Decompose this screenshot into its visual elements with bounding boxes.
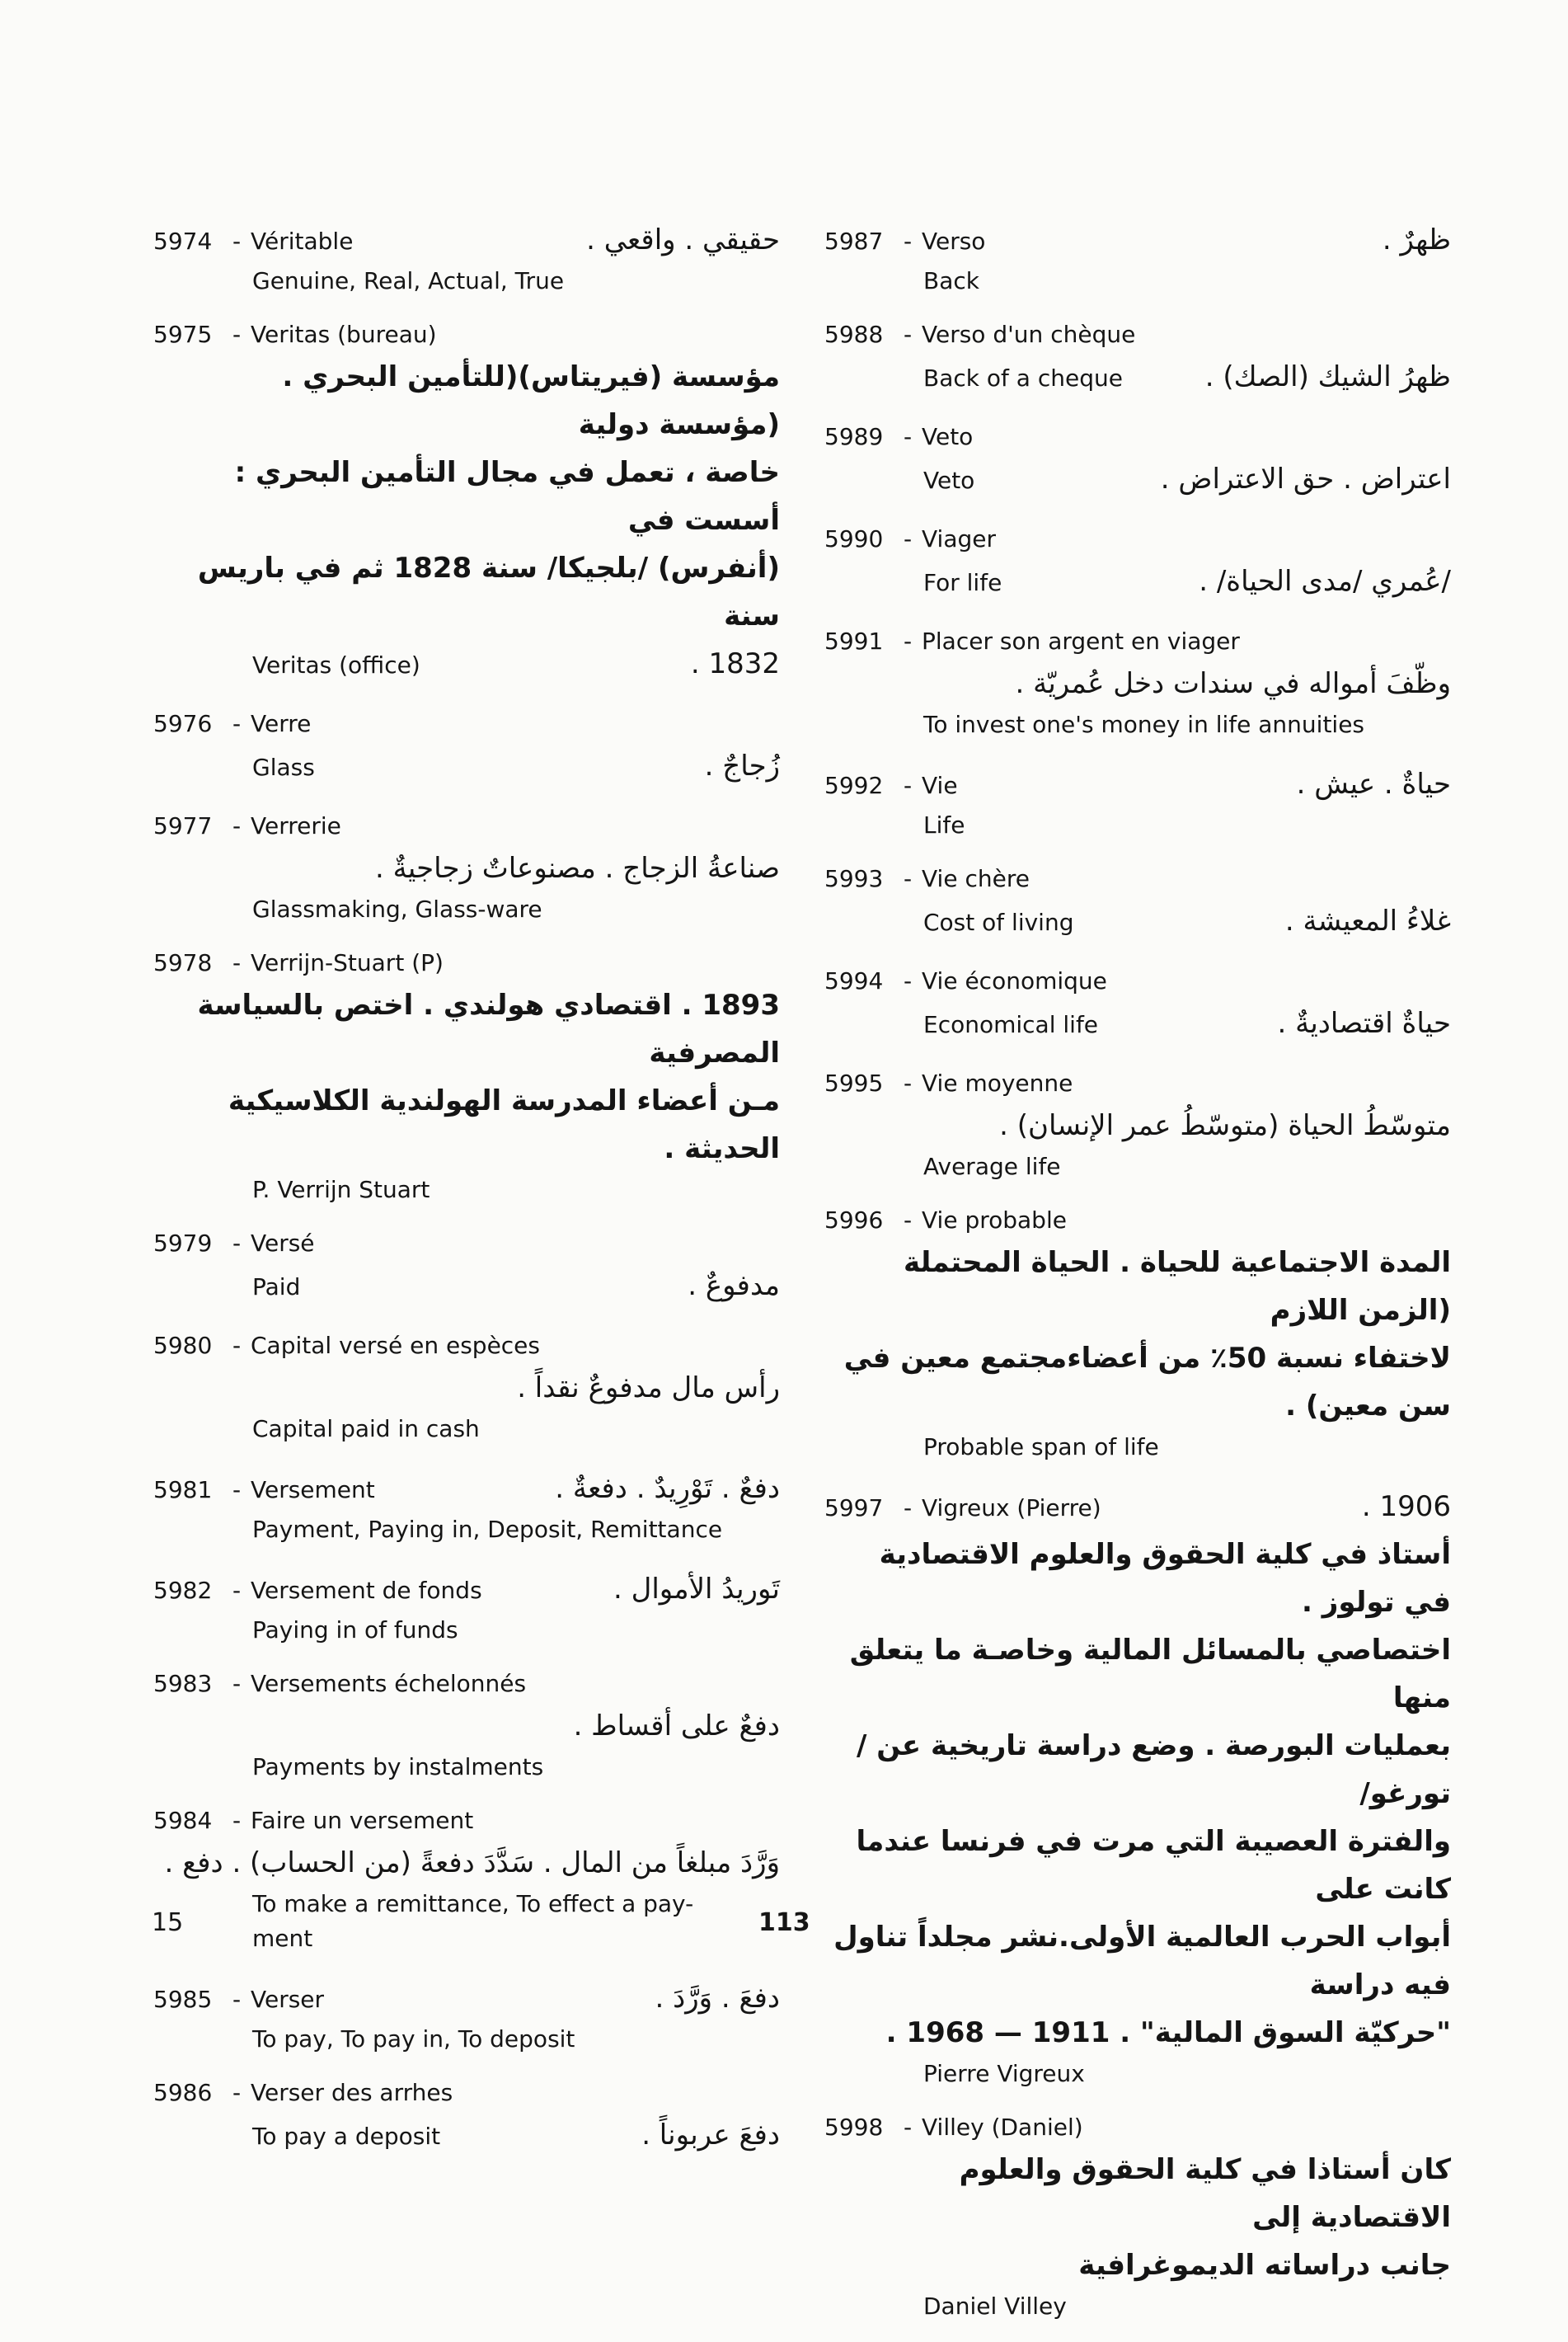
arabic-translation: اعتراض . حق الاعتراض .: [1160, 463, 1451, 496]
entry-term: Versement: [251, 1476, 375, 1503]
arabic-line: وَرَّدَ مبلغاً من المال . سَدَّدَ دفعةً (من الحساب) . دفع .: [164, 1846, 780, 1879]
entry-term: Vie probable: [922, 1206, 1067, 1234]
entry-term: Viager: [922, 525, 996, 553]
entry-number: 5990: [824, 525, 884, 553]
entry-5987: 5987 - Verso ظهرٌ . Back: [824, 216, 1451, 299]
entry-term: Verso: [922, 228, 986, 255]
entry-5974: 5974 - Véritable حقيقي . واقعي . Genuine, Real, Actual, True: [153, 216, 780, 299]
entry-number: 5977: [153, 812, 213, 839]
english-translation: Pierre Vigreux: [923, 2060, 1085, 2087]
entry-5989: 5989 - Veto Veto اعتراض . حق الاعتراض .: [824, 419, 1451, 503]
entry-5998: 5998 - Villey (Daniel) كان أستاذا في كلية الحقوق والعلوم الاقتصادية إلى جانب دراساته الديموغرافية Daniel Villey: [824, 2109, 1451, 2324]
arabic-translation: حقيقي . واقعي .: [586, 223, 780, 256]
arabic-line: أستاذ في كلية الحقوق والعلوم الاقتصادية في تولوز .: [879, 1538, 1451, 1619]
arabic-translation: /عُمري /مدى الحياة/ .: [1199, 565, 1451, 598]
english-translation: Back: [923, 267, 979, 294]
english-translation: Glass: [252, 754, 315, 781]
entry-term: Villey (Daniel): [922, 2114, 1083, 2141]
arabic-line: وظّفَ أمواله في سندات دخل عُمريّة .: [1015, 667, 1451, 700]
entry-number: 5997: [824, 1494, 884, 1521]
arabic-line: أبواب الحرب العالمية الأولى.نشر مجلداً تناول فيه دراسة: [833, 1921, 1451, 2001]
entry-5985: 5985 - Verser دفعَ . وَرَّدَ . To pay, To pay in, To deposit: [153, 1974, 780, 2057]
entry-number: 5994: [824, 967, 884, 995]
entry-term: Verser: [251, 1986, 325, 2013]
arabic-line: "حركيّة السوق المالية" . 1911 — 1968 .: [885, 2016, 1451, 2049]
entry-term: Vigreux (Pierre): [922, 1494, 1101, 1521]
english-translation: Glassmaking, Glass-ware: [252, 896, 542, 923]
entry-term: Versement de fonds: [251, 1577, 482, 1604]
english-translation: Economical life: [923, 1011, 1099, 1038]
entry-term: Verre: [251, 710, 312, 737]
arabic-translation: 1906 .: [1361, 1490, 1451, 1523]
entry-5995: 5995 - Vie moyenne متوسّطُ الحياة (متوسّطُ عمر الإنسان) . Average life: [824, 1065, 1451, 1184]
english-translation: Paying in of funds: [252, 1616, 458, 1644]
arabic-translation: حياةٌ اقتصاديةٌ .: [1277, 1007, 1451, 1040]
entry-number: 5983: [153, 1670, 213, 1697]
entry-5991: 5991 - Placer son argent en viager وظّفَ أمواله في سندات دخل عُمريّة . To invest one's money in life annuities: [824, 623, 1451, 742]
english-translation: Capital paid in cash: [252, 1415, 480, 1442]
entry-number: 5989: [824, 423, 884, 450]
entry-5997: 5997 - Vigreux (Pierre) 1906 . أستاذ في كلية الحقوق والعلوم الاقتصادية في تولوز . اختصاصي بالمسائل المالية وخاصـة ما يتعلق منها بعمليات البورصة . وضع دراسة تاريخية عن / تورغو/ والفترة العصيبة التي مرت في فرنسا عندما كانت على أبواب الحرب العالمية الأولى.نشر مجلداً تناول فيه دراسة "حركيّة السوق المالية" . 1911 — 1968 . Pierre Vigreux: [824, 1483, 1451, 2091]
corner-number: 15: [152, 1908, 184, 1937]
english-translation: ment: [252, 1925, 313, 1952]
entry-term: Veritas (bureau): [251, 321, 437, 348]
entry-number: 5993: [824, 865, 884, 892]
entry-number: 5982: [153, 1577, 213, 1604]
english-translation: Life: [923, 811, 965, 839]
entry-5996: 5996 - Vie probable المدة الاجتماعية للحياة . الحياة المحتملة (الزمن اللازم لاختفاء نسبة 50٪ من أعضاءمجتمع معين في سن معين) . Probable span of life: [824, 1202, 1451, 1465]
entry-5988: 5988 - Verso d'un chèque Back of a cheque ظهرُ الشيك (الصك) .: [824, 317, 1451, 401]
entry-5980: 5980 - Capital versé en espèces رأس مال مدفوعٌ نقداً . Capital paid in cash: [153, 1328, 780, 1446]
arabic-line: المدة الاجتماعية للحياة . الحياة المحتملة (الزمن اللازم: [903, 1246, 1451, 1327]
arabic-line: والفترة العصيبة التي مرت في فرنسا عندما كانت على: [856, 1825, 1451, 1906]
right-column: [824, 216, 1451, 2342]
entry-number: 5995: [824, 1070, 884, 1097]
entry-number: 5981: [153, 1476, 213, 1503]
arabic-line: صناعةُ الزجاج . مصنوعاتٌ زجاجيةٌ .: [374, 852, 780, 885]
arabic-line: (أنفرس) /بلجيكا/ سنة 1828 ثم في باريس سنة: [197, 552, 780, 633]
entry-5994: 5994 - Vie économique Economical life حياةٌ اقتصاديةٌ .: [824, 963, 1451, 1047]
entry-number: 5980: [153, 1332, 213, 1359]
entry-term: Verser des arrhes: [251, 2079, 453, 2106]
entry-number: 5987: [824, 228, 884, 255]
arabic-translation: دفعَ . وَرَّدَ .: [655, 1982, 780, 2015]
english-translation: Veritas (office): [252, 651, 420, 679]
english-translation: Paid: [252, 1273, 301, 1300]
entry-5978: 5978 - Verrijn-Stuart (P) 1893 . اقتصادي هولندي . اختص بالسياسة المصرفية مـن أعضاء المدرسة الهولندية الكلاسيكية الحديثة . P. Verrijn Stuart: [153, 945, 780, 1207]
english-translation: Veto: [923, 467, 975, 494]
entry-term: Versements échelonnés: [251, 1670, 527, 1697]
entry-5992: 5992 - Vie حياةٌ . عيش . Life: [824, 760, 1451, 843]
english-translation: Probable span of life: [923, 1433, 1159, 1460]
entry-5983: 5983 - Versements échelonnés دفعٌ على أقساط . Payments by instalments: [153, 1666, 780, 1785]
entry-number: 5998: [824, 2114, 884, 2141]
arabic-line: لاختفاء نسبة 50٪ من أعضاءمجتمع معين في سن معين) .: [843, 1342, 1451, 1423]
entry-number: 5986: [153, 2079, 213, 2106]
entry-term: Verso d'un chèque: [922, 321, 1136, 348]
entry-term: Véritable: [251, 228, 354, 255]
entry-5984: 5984 - Faire un versement وَرَّدَ مبلغاً من المال . سَدَّدَ دفعةً (من الحساب) . دفع . To make a remittance, To effect a pay- ment: [153, 1803, 780, 1956]
english-translation: Payment, Paying in, Deposit, Remittance: [252, 1516, 723, 1543]
entry-5993: 5993 - Vie chère Cost of living غلاءُ المعيشة .: [824, 861, 1451, 945]
english-translation: Average life: [923, 1153, 1061, 1180]
arabic-translation: زُجاجٌ .: [704, 750, 780, 783]
english-translation: Daniel Villey: [923, 2293, 1067, 2320]
entry-term: Versé: [251, 1230, 315, 1257]
entry-5979: 5979 - Versé Paid مدفوعٌ .: [153, 1225, 780, 1310]
arabic-line: مؤسسة (فيريتاس)(للتأمين البحري . (مؤسسة دولية: [282, 360, 780, 441]
page-number: 113: [758, 1908, 810, 1937]
entry-number: 5991: [824, 628, 884, 655]
arabic-line: 1893 . اقتصادي هولندي . اختص بالسياسة المصرفية: [197, 989, 780, 1070]
entry-5982: 5982 - Versement de fonds تَوريدُ الأموال . Paying in of funds: [153, 1565, 780, 1648]
left-column: [153, 216, 780, 2177]
entry-number: 5996: [824, 1206, 884, 1234]
entry-5977: 5977 - Verrerie صناعةُ الزجاج . مصنوعاتٌ زجاجيةٌ . Glassmaking, Glass-ware: [153, 808, 780, 927]
arabic-line: كان أستاذا في كلية الحقوق والعلوم الاقتصادية إلى: [959, 2153, 1451, 2234]
entry-number: 5988: [824, 321, 884, 348]
arabic-line: بعمليات البورصة . وضع دراسة تاريخية عن / تورغو/: [857, 1729, 1451, 1810]
arabic-translation: ظهرُ الشيك (الصك) .: [1204, 360, 1451, 393]
english-translation: To pay a deposit: [252, 2123, 441, 2150]
english-translation: P. Verrijn Stuart: [252, 1176, 430, 1203]
english-translation: Back of a cheque: [923, 364, 1123, 392]
entry-term: Vie moyenne: [922, 1070, 1073, 1097]
arabic-line: رأس مال مدفوعٌ نقداً .: [517, 1371, 780, 1404]
entry-number: 5978: [153, 949, 213, 976]
arabic-line: خاصة ، تعمل في مجال التأمين البحري : أسست في: [234, 456, 780, 537]
english-translation: Genuine, Real, Actual, True: [252, 267, 565, 294]
arabic-line: 1832 .: [690, 647, 780, 680]
entry-number: 5975: [153, 321, 213, 348]
entry-number: 5974: [153, 228, 213, 255]
entry-number: 5984: [153, 1807, 213, 1834]
arabic-line: دفعٌ على أقساط .: [573, 1709, 780, 1742]
arabic-line: متوسّطُ الحياة (متوسّطُ عمر الإنسان) .: [999, 1109, 1451, 1142]
entry-number: 5976: [153, 710, 213, 737]
entry-term: Vie chère: [922, 865, 1030, 892]
entry-number: 5992: [824, 772, 884, 799]
entry-5981: 5981 - Versement دفعٌ . تَوْرِيدٌ . دفعةٌ . Payment, Paying in, Deposit, Remittance: [153, 1465, 780, 1547]
arabic-translation: حياةٌ . عيش .: [1296, 768, 1451, 801]
entry-number: 5985: [153, 1986, 213, 2013]
entry-term: Verrijn-Stuart (P): [251, 949, 444, 976]
arabic-translation: دفعٌ . تَوْرِيدٌ . دفعةٌ .: [555, 1472, 780, 1505]
english-translation: Payments by instalments: [252, 1753, 544, 1780]
english-translation: For life: [923, 569, 1002, 596]
arabic-translation: دفعَ عربوناً .: [641, 2119, 780, 2152]
entry-5976: 5976 - Verre Glass زُجاجٌ .: [153, 706, 780, 790]
english-translation: Cost of living: [923, 909, 1074, 936]
entry-number: 5979: [153, 1230, 213, 1257]
entry-5990: 5990 - Viager For life /عُمري /مدى الحياة/ .: [824, 521, 1451, 605]
entry-term: Veto: [922, 423, 974, 450]
english-translation: To make a remittance, To effect a pay-: [252, 1890, 694, 1917]
arabic-line: مـن أعضاء المدرسة الهولندية الكلاسيكية الحديثة .: [228, 1084, 780, 1165]
entry-term: Placer son argent en viager: [922, 628, 1240, 655]
arabic-translation: ظهرٌ .: [1382, 223, 1451, 256]
entry-term: Verrerie: [251, 812, 341, 839]
arabic-translation: غلاءُ المعيشة .: [1284, 905, 1451, 938]
arabic-translation: تَوريدُ الأموال .: [613, 1573, 780, 1606]
entry-term: Faire un versement: [251, 1807, 474, 1834]
entry-5986: 5986 - Verser des arrhes To pay a deposit دفعَ عربوناً .: [153, 2075, 780, 2159]
entry-term: Vie: [922, 772, 958, 799]
english-translation: To pay, To pay in, To deposit: [252, 2025, 575, 2053]
arabic-line: اختصاصي بالمسائل المالية وخاصـة ما يتعلق منها: [849, 1634, 1451, 1714]
entry-5975: 5975 - Veritas (bureau) مؤسسة (فيريتاس)(للتأمين البحري . (مؤسسة دولية خاصة ، تعمل في مجال التأمين البحري : أسست في (أنفرس) /بلجيكا/ سنة 1828 ثم في باريس سنة Veritas (office) 1832 .: [153, 317, 780, 688]
english-translation: To invest one's money in life annuities: [923, 711, 1365, 738]
entry-term: Capital versé en espèces: [251, 1332, 540, 1359]
arabic-line: جانب دراساته الديموغرافية: [1078, 2249, 1451, 2282]
arabic-translation: مدفوعٌ .: [688, 1269, 780, 1302]
entry-term: Vie économique: [922, 967, 1107, 995]
